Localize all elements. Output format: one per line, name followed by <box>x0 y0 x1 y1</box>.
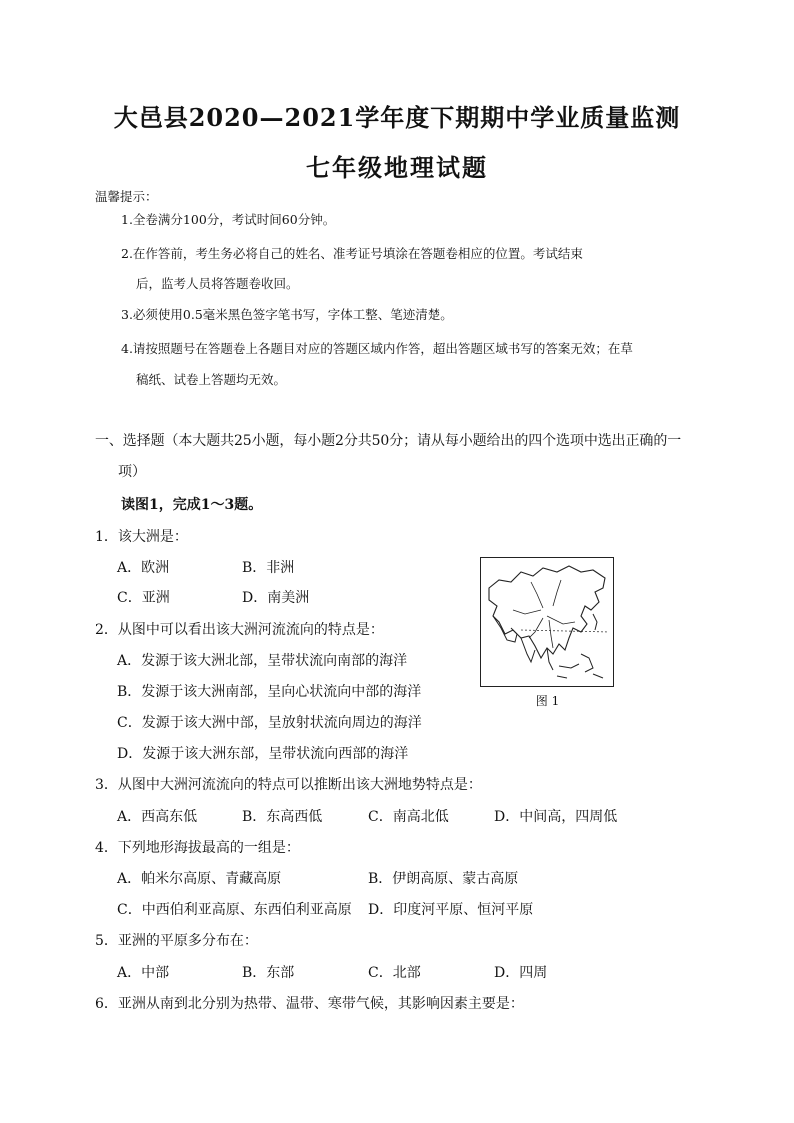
option: B．东部 <box>242 965 295 981</box>
question-stem: 4．下列地形海拔最高的一组是： <box>95 840 300 856</box>
option: B．发源于该大洲南部，呈向心状流向中部的海洋 <box>117 684 422 700</box>
exam-title: 大邑县2020—2021学年度下期期中学业质量监测 <box>113 103 681 132</box>
tip-item: 后，监考人员将答题卷收回。 <box>136 276 299 291</box>
section-header: 一、选择题（本大题共25小题，每小题2分共50分；请从每小题给出的四个选项中选出正确的一 <box>95 433 682 449</box>
option: A．帕米尔高原、青藏高原 <box>117 871 282 887</box>
question-stem: 2．从图中可以看出该大洲河流流向的特点是： <box>95 622 384 638</box>
figure-caption: 图 1 <box>535 694 560 708</box>
tip-item: 稿纸、试卷上答题均无效。 <box>136 372 287 387</box>
question-stem: 5．亚洲的平原多分布在： <box>95 933 258 949</box>
option: A．发源于该大洲北部，呈带状流向南部的海洋 <box>117 653 408 669</box>
asia-map-icon <box>480 557 614 687</box>
option: C．亚洲 <box>117 590 170 606</box>
tip-item: 4.请按照题号在答题卷上各题目对应的答题区域内作答，超出答题区域书写的答案无效；在草 <box>121 341 633 356</box>
option: B．伊朗高原、蒙古高原 <box>368 871 519 887</box>
option: C．南高北低 <box>368 809 449 825</box>
option: B．东高西低 <box>242 809 323 825</box>
option: C．中西伯利亚高原、东西伯利亚高原 <box>117 902 352 918</box>
question-stem: 1．该大洲是： <box>95 529 188 545</box>
option: C．发源于该大洲中部，呈放射状流向周边的海洋 <box>117 715 422 731</box>
tip-item: 1.全卷满分100分，考试时间60分钟。 <box>121 212 336 227</box>
option: A．欧洲 <box>117 560 170 576</box>
option: D．四周 <box>494 965 548 981</box>
question-stem: 6．亚洲从南到北分别为热带、温带、寒带气候，其影响因素主要是： <box>95 996 524 1012</box>
option: C．北部 <box>368 965 421 981</box>
option: A．西高东低 <box>117 809 198 825</box>
tip-item: 3.必须使用0.5毫米黑色签字笔书写，字体工整、笔迹清楚。 <box>121 307 453 322</box>
option: B．非洲 <box>242 560 295 576</box>
tips-heading: 温馨提示： <box>95 189 158 204</box>
option: D．印度河平原、恒河平原 <box>368 902 534 918</box>
exam-subtitle: 七年级地理试题 <box>306 153 488 182</box>
option: D．中间高，四周低 <box>494 809 618 825</box>
option: D．发源于该大洲东部，呈带状流向西部的海洋 <box>117 746 409 762</box>
option: D．南美洲 <box>242 590 310 606</box>
option: A．中部 <box>117 965 170 981</box>
reading-instruction: 读图1，完成1～3题。 <box>121 497 263 513</box>
tip-item: 2.在作答前，考生务必将自己的姓名、准考证号填涂在答题卷相应的位置。考试结束 <box>121 246 583 261</box>
section-header-cont: 项） <box>118 464 146 480</box>
question-stem: 3．从图中大洲河流流向的特点可以推断出该大洲地势特点是： <box>95 777 482 793</box>
